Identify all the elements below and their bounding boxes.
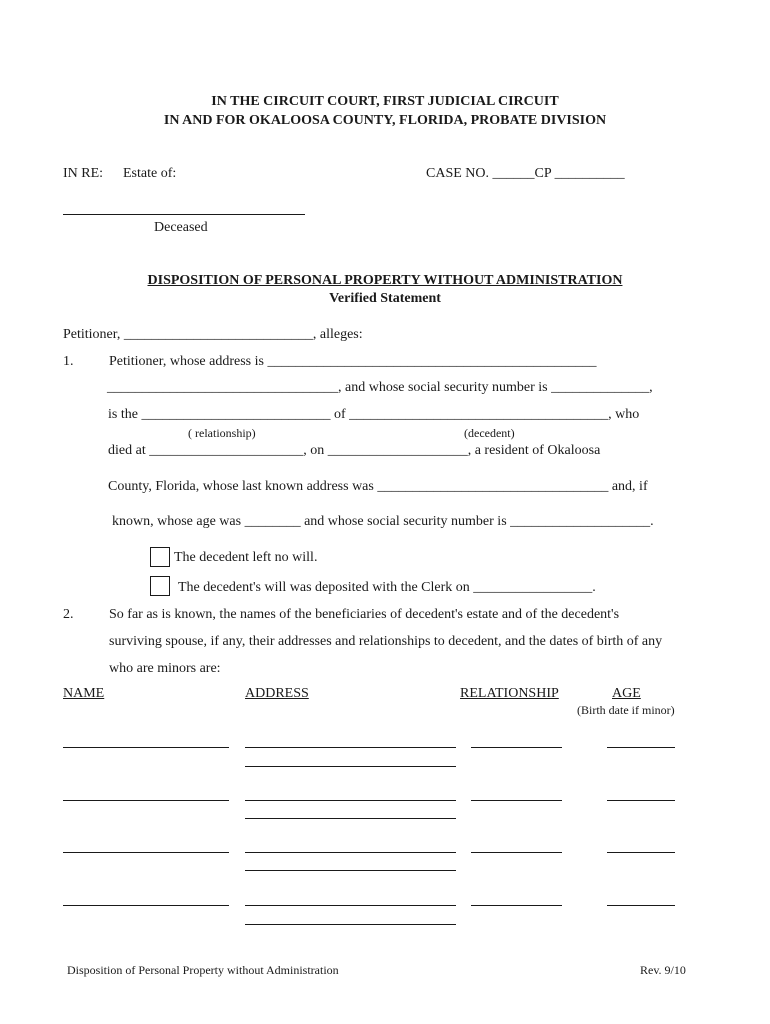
paragraph-1-number: 1. [63, 354, 74, 369]
beneficiary-age-line[interactable] [607, 800, 675, 801]
death-details-line: died at ______________________, on ____________________, a resident of Okaloosa [108, 443, 601, 458]
no-will-label: The decedent left no will. [174, 550, 318, 565]
court-header-line1: IN THE CIRCUIT COURT, FIRST JUDICIAL CIRCUIT [211, 94, 559, 109]
document-title: DISPOSITION OF PERSONAL PROPERTY WITHOUT ADMINISTRATION [147, 273, 623, 288]
column-header-name: NAME [63, 686, 105, 701]
beneficiary-name-line[interactable] [63, 905, 229, 906]
beneficiary-relationship-line[interactable] [471, 905, 562, 906]
beneficiary-address-line[interactable] [245, 747, 456, 748]
relationship-line: is the ___________________________ of _____________________________________, who [108, 407, 640, 422]
deceased-label: Deceased [154, 220, 208, 235]
beneficiary-name-line[interactable] [63, 852, 229, 853]
paragraph-2-line3: who are minors are: [109, 661, 221, 676]
column-header-age: AGE [612, 686, 641, 701]
footer-revision: Rev. 9/10 [640, 963, 686, 977]
case-number-field[interactable]: CASE NO. ______CP __________ [426, 166, 625, 181]
last-address-line: County, Florida, whose last known address was _________________________________ and, if [108, 479, 648, 494]
paragraph-2-line2: surviving spouse, if any, their addresses and relationships to decedent, and the dates of birth of any [109, 634, 663, 649]
will-deposited-label: The decedent's will was deposited with the Clerk on _________________. [178, 580, 596, 595]
beneficiary-address-line-2[interactable] [245, 818, 456, 819]
petitioner-address-line: Petitioner, whose address is _______________________________________________ [109, 354, 597, 369]
column-header-relationship: RELATIONSHIP [460, 686, 559, 701]
beneficiary-address-line[interactable] [245, 800, 456, 801]
beneficiary-address-line-2[interactable] [245, 870, 456, 871]
beneficiary-relationship-line[interactable] [471, 747, 562, 748]
no-will-checkbox[interactable] [150, 547, 170, 567]
petitioner-intro: Petitioner, ___________________________, alleges: [63, 327, 363, 342]
column-header-address: ADDRESS [245, 686, 309, 701]
beneficiary-address-line[interactable] [245, 852, 456, 853]
column-header-age-note: (Birth date if minor) [577, 703, 675, 717]
age-ssn-line: known, whose age was ________ and whose social security number is ____________________. [112, 514, 654, 529]
beneficiary-age-line[interactable] [607, 747, 675, 748]
beneficiary-relationship-line[interactable] [471, 852, 562, 853]
estate-of-label: Estate of: [123, 166, 177, 181]
petitioner-ssn-line: _________________________________, and whose social security number is ______________, [107, 380, 653, 395]
decedent-name-line[interactable] [63, 214, 305, 215]
beneficiary-relationship-line[interactable] [471, 800, 562, 801]
beneficiary-age-line[interactable] [607, 852, 675, 853]
in-re-label: IN RE: [63, 166, 104, 181]
paragraph-2-number: 2. [63, 607, 74, 622]
relationship-caption: ( relationship) [188, 426, 256, 440]
paragraph-2-line1: So far as is known, the names of the beneficiaries of decedent's estate and of the decedent's [109, 607, 620, 622]
beneficiary-name-line[interactable] [63, 800, 229, 801]
beneficiary-address-line-2[interactable] [245, 924, 456, 925]
beneficiary-address-line-2[interactable] [245, 766, 456, 767]
court-header-line2: IN AND FOR OKALOOSA COUNTY, FLORIDA, PROBATE DIVISION [163, 113, 607, 128]
beneficiary-address-line[interactable] [245, 905, 456, 906]
will-deposited-checkbox[interactable] [150, 576, 170, 596]
beneficiary-name-line[interactable] [63, 747, 229, 748]
footer-form-name: Disposition of Personal Property without Administration [67, 963, 339, 977]
document-subtitle: Verified Statement [329, 291, 441, 306]
beneficiary-age-line[interactable] [607, 905, 675, 906]
decedent-caption: (decedent) [464, 426, 515, 440]
